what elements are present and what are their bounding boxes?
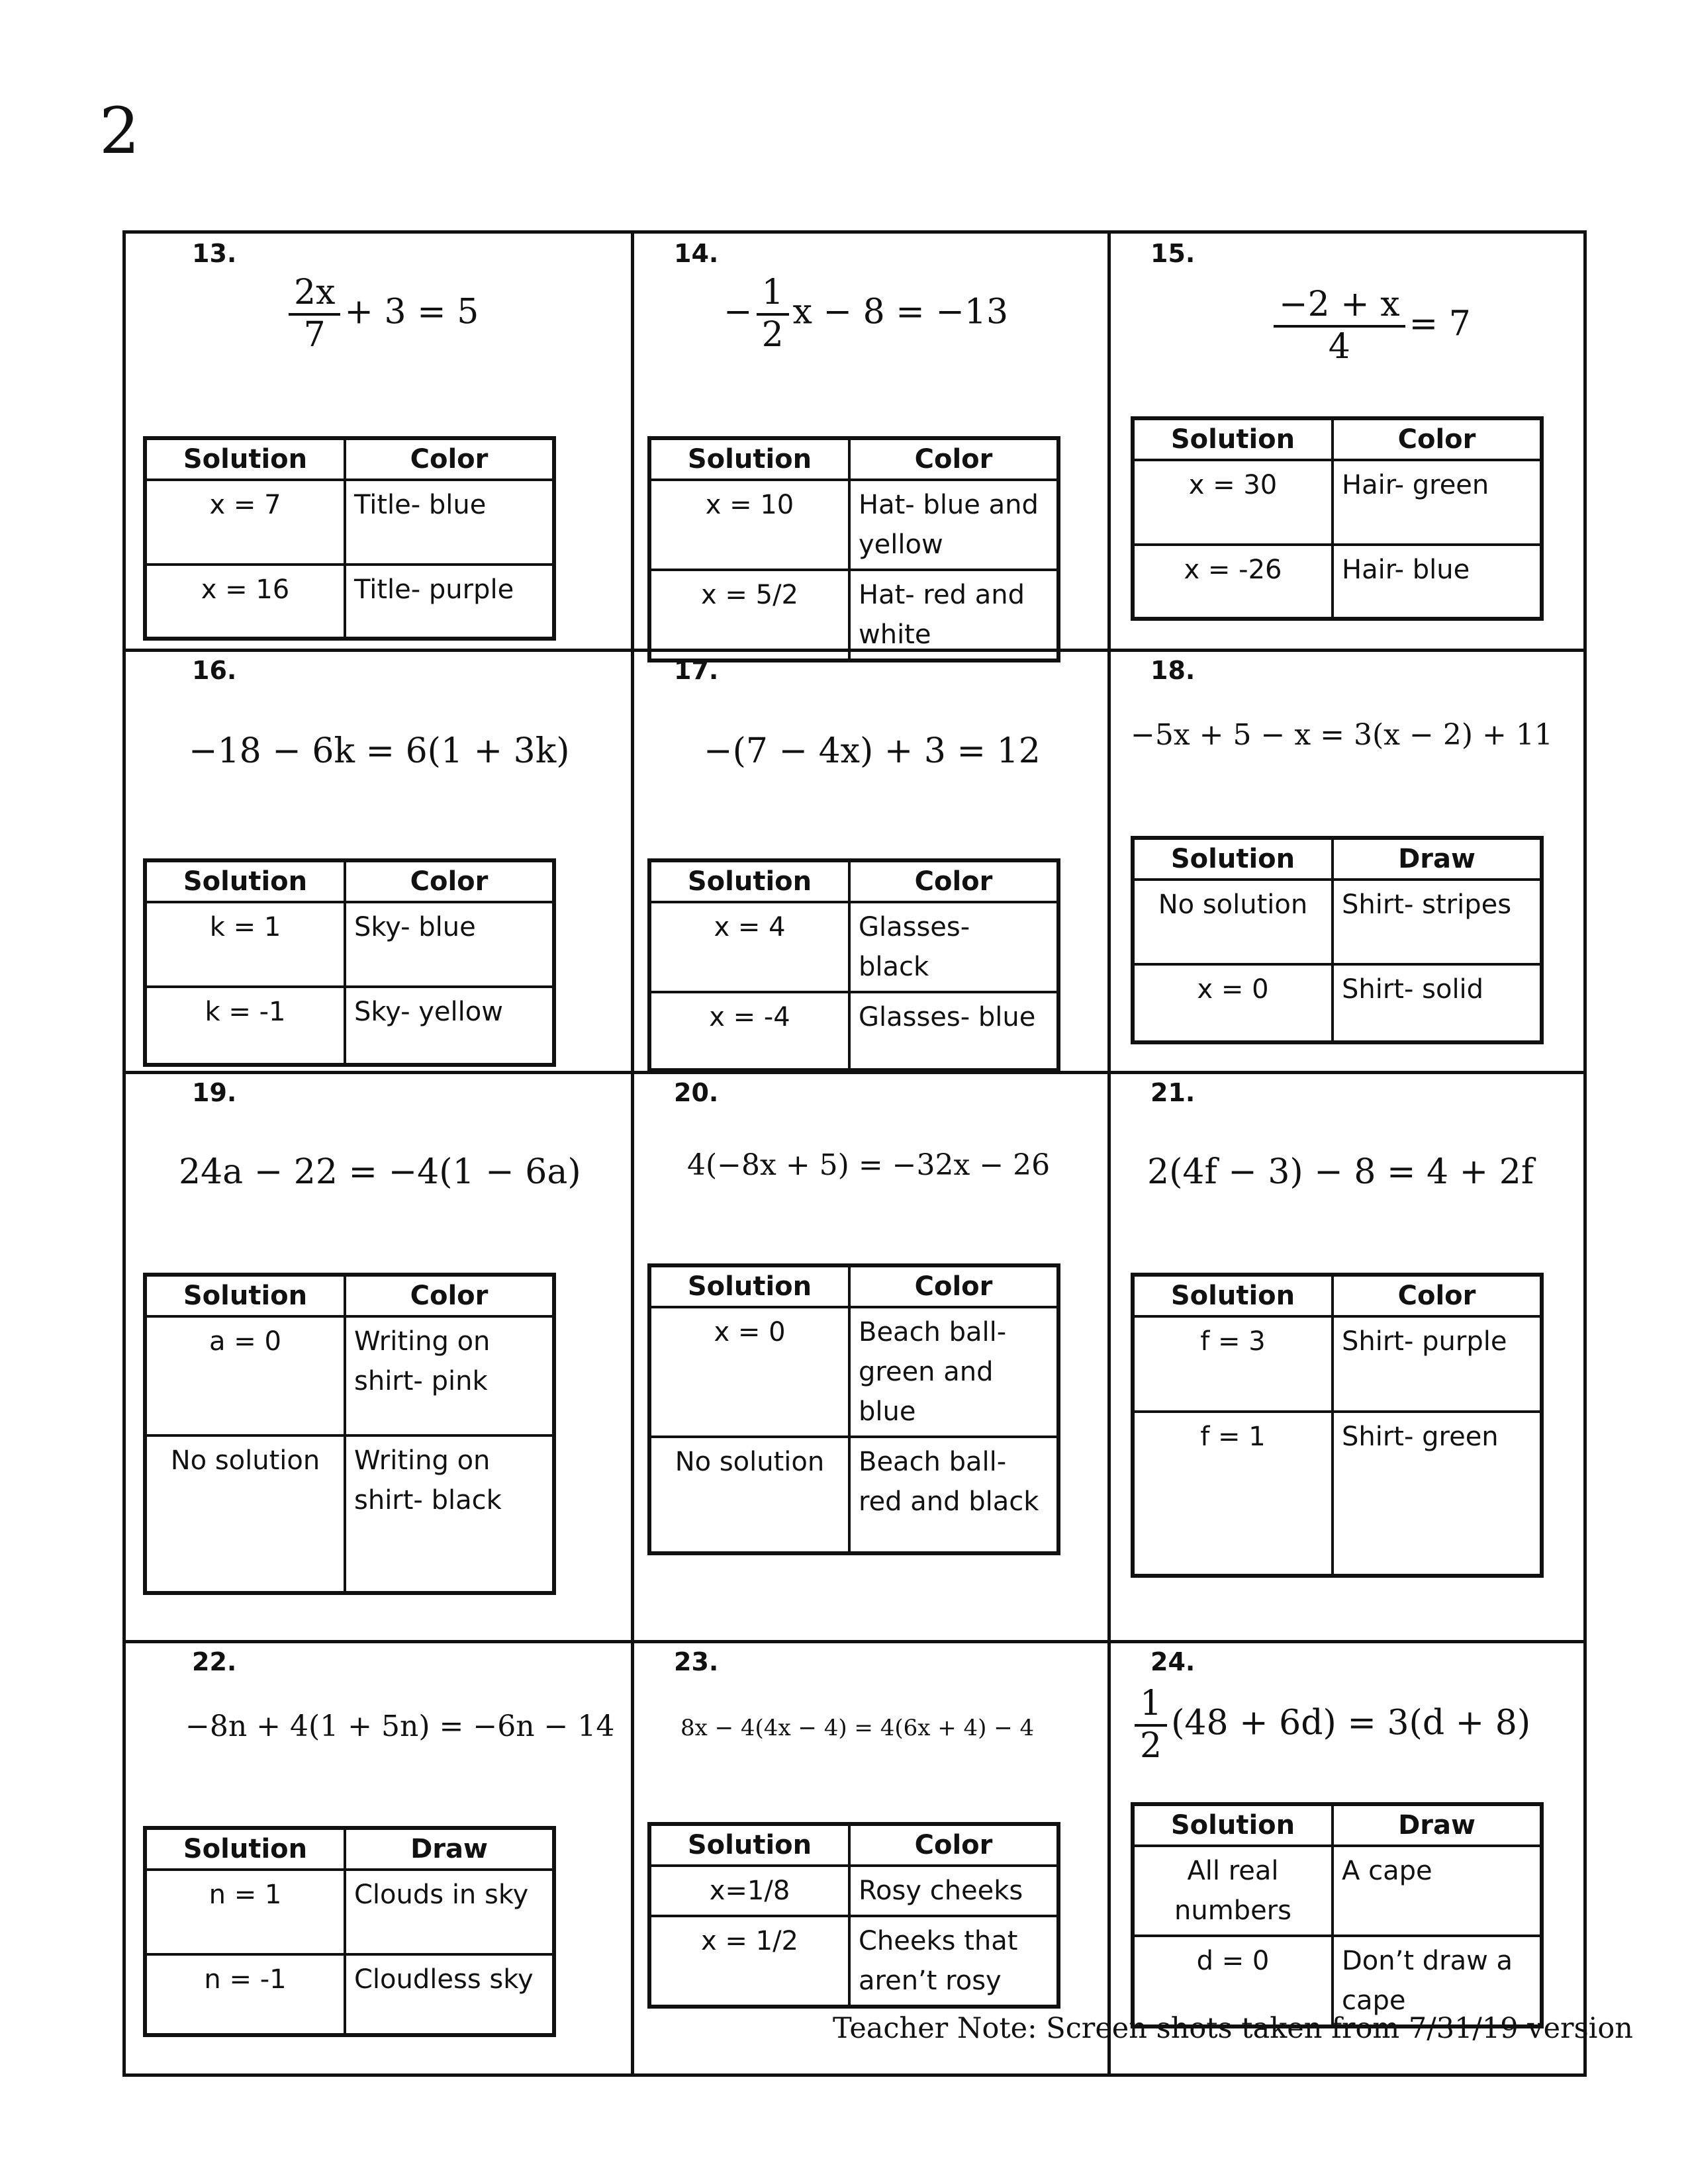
answer-table (1131, 1273, 1544, 1578)
color-header: Color (849, 438, 1058, 480)
solution-cell: x = 0 (1133, 964, 1333, 1042)
problem-number: 19. (192, 1078, 237, 1107)
solution-header: Solution (1133, 418, 1333, 460)
numerator: 2x (294, 273, 336, 312)
draw-header: Draw (345, 1828, 554, 1870)
problem-13 (126, 234, 631, 649)
equation: −5x + 5 − x = 3(x − 2) + 11 (1131, 718, 1553, 752)
color-cell: Sky- yellow (345, 987, 554, 1065)
color-header: Color (1333, 1275, 1542, 1316)
equation (285, 273, 479, 355)
solution-header: Solution (649, 1824, 849, 1866)
problem-24 (1111, 1643, 1587, 2073)
solution-cell: All real numbers (1133, 1846, 1333, 1936)
problem-number: 22. (192, 1647, 237, 1676)
fraction (1135, 1684, 1167, 1766)
equation (1270, 285, 1471, 367)
solution-cell: n = 1 (145, 1870, 345, 1954)
solution-cell: x = 4 (649, 902, 849, 992)
problem-18 (1111, 652, 1587, 1071)
problem-19 (126, 1074, 631, 1640)
denominator: 7 (289, 313, 340, 355)
problem-number: 14. (674, 239, 719, 268)
equation: 4(−8x + 5) = −32x − 26 (687, 1148, 1051, 1182)
color-cell: Writing on shirt- black (345, 1435, 554, 1593)
answer-table (143, 436, 556, 641)
fraction (289, 273, 340, 355)
equation-rest: = 7 (1409, 304, 1471, 344)
solution-header: Solution (649, 1265, 849, 1307)
solution-cell: k = 1 (145, 902, 345, 987)
answer-table (1131, 416, 1544, 621)
color-cell: Glasses- black (849, 902, 1058, 992)
color-cell: Title- purple (345, 565, 554, 639)
color-cell: Hair- blue (1333, 545, 1542, 619)
problem-16 (126, 652, 631, 1071)
color-cell: Glasses- blue (849, 992, 1058, 1070)
solution-cell: x = 10 (649, 480, 849, 570)
color-cell: Shirt- green (1333, 1412, 1542, 1576)
solution-header: Solution (145, 1275, 345, 1316)
equation: −(7 − 4x) + 3 = 12 (704, 731, 1041, 771)
solution-cell: x = 30 (1133, 460, 1333, 545)
solution-cell: f = 1 (1133, 1412, 1333, 1576)
color-cell: Cheeks that aren’t rosy (849, 1916, 1058, 2007)
solution-header: Solution (145, 438, 345, 480)
solution-header: Solution (145, 860, 345, 902)
solution-cell: x = 0 (649, 1307, 849, 1437)
problem-number: 18. (1150, 656, 1196, 685)
problem-number: 17. (674, 656, 719, 685)
worksheet-grid (122, 230, 1587, 2077)
answer-table (647, 858, 1060, 1072)
draw-cell: A cape (1333, 1846, 1542, 1936)
solution-cell: No solution (1133, 880, 1333, 964)
answer-table (143, 858, 556, 1067)
color-cell: Hat- blue and yellow (849, 480, 1058, 570)
problem-number: 20. (674, 1078, 719, 1107)
solution-header: Solution (1133, 1804, 1333, 1846)
draw-cell: Shirt- stripes (1333, 880, 1542, 964)
problem-15 (1111, 234, 1587, 649)
draw-cell: Shirt- solid (1333, 964, 1542, 1042)
problem-21 (1111, 1074, 1587, 1640)
draw-header: Draw (1333, 1804, 1542, 1846)
solution-cell: No solution (145, 1435, 345, 1593)
problem-17 (634, 652, 1107, 1071)
solution-cell: n = -1 (145, 1954, 345, 2035)
color-cell: Rosy cheeks (849, 1866, 1058, 1916)
solution-cell: a = 0 (145, 1316, 345, 1435)
color-header: Color (345, 1275, 554, 1316)
problem-22 (126, 1643, 631, 2073)
denominator: 2 (757, 313, 789, 355)
page-number: 2 (99, 94, 140, 168)
answer-table (647, 1263, 1060, 1555)
color-header: Color (849, 1824, 1058, 1866)
equation: −8n + 4(1 + 5n) = −6n − 14 (185, 1709, 615, 1743)
problem-number: 21. (1150, 1078, 1196, 1107)
numerator: 1 (1140, 1684, 1162, 1723)
problem-23 (634, 1643, 1107, 2073)
color-header: Color (345, 438, 554, 480)
color-cell: Beach ball- red and black (849, 1437, 1058, 1553)
answer-table (143, 1826, 556, 2037)
fraction (1274, 285, 1405, 367)
draw-cell: Don’t draw a cape (1333, 1936, 1542, 2026)
color-cell: Shirt- purple (1333, 1316, 1542, 1412)
color-cell: Sky- blue (345, 902, 554, 987)
color-cell: Beach ball- green and blue (849, 1307, 1058, 1437)
equation: 24a − 22 = −4(1 − 6a) (179, 1152, 581, 1192)
numerator: −2 + x (1279, 285, 1400, 324)
solution-cell: x = -26 (1133, 545, 1333, 619)
solution-header: Solution (1133, 838, 1333, 880)
color-header: Color (849, 860, 1058, 902)
color-cell: Hat- red and white (849, 570, 1058, 660)
denominator: 4 (1274, 325, 1405, 367)
solution-cell: x = 5/2 (649, 570, 849, 660)
problem-14 (634, 234, 1107, 649)
draw-cell: Clouds in sky (345, 1870, 554, 1954)
color-cell: Writing on shirt- pink (345, 1316, 554, 1435)
teacher-note: Teacher Note: Screen shots taken from 7/31/19 version (833, 2012, 1633, 2045)
equation-rest: (48 + 6d) = 3(d + 8) (1171, 1703, 1531, 1743)
color-header: Color (345, 860, 554, 902)
equation: 2(4f − 3) − 8 = 4 + 2f (1147, 1152, 1534, 1192)
color-header: Color (849, 1265, 1058, 1307)
solution-cell: x = 7 (145, 480, 345, 565)
equation-rest: x − 8 = −13 (792, 292, 1009, 332)
problem-number: 16. (192, 656, 237, 685)
solution-header: Solution (649, 860, 849, 902)
problem-number: 23. (674, 1647, 719, 1676)
fraction (757, 273, 789, 355)
solution-cell: f = 3 (1133, 1316, 1333, 1412)
answer-table (647, 1822, 1060, 2009)
equation-rest: + 3 = 5 (344, 292, 479, 332)
solution-header: Solution (649, 438, 849, 480)
numerator: 1 (761, 273, 784, 312)
solution-cell: d = 0 (1133, 1936, 1333, 2026)
solution-cell: k = -1 (145, 987, 345, 1065)
problem-number: 15. (1150, 239, 1196, 268)
solution-cell: x = -4 (649, 992, 849, 1070)
draw-header: Draw (1333, 838, 1542, 880)
color-header: Color (1333, 418, 1542, 460)
denominator: 2 (1135, 1724, 1167, 1766)
answer-table (647, 436, 1060, 662)
color-cell: Hair- green (1333, 460, 1542, 545)
problem-number: 24. (1150, 1647, 1196, 1676)
equation: 8x − 4(4x − 4) = 4(6x + 4) − 4 (680, 1715, 1035, 1741)
equation (1131, 1684, 1530, 1766)
draw-cell: Cloudless sky (345, 1954, 554, 2035)
solution-header: Solution (1133, 1275, 1333, 1316)
equation-sign: − (724, 292, 753, 332)
equation (724, 273, 1008, 355)
problem-number: 13. (192, 239, 237, 268)
solution-cell: x = 1/2 (649, 1916, 849, 2007)
color-cell: Title- blue (345, 480, 554, 565)
answer-table (1131, 1802, 1544, 2028)
answer-table (143, 1273, 556, 1595)
answer-table (1131, 836, 1544, 1044)
solution-cell: No solution (649, 1437, 849, 1553)
solution-cell: x = 16 (145, 565, 345, 639)
solution-header: Solution (145, 1828, 345, 1870)
equation: −18 − 6k = 6(1 + 3k) (189, 731, 570, 771)
solution-cell: x=1/8 (649, 1866, 849, 1916)
problem-20 (634, 1074, 1107, 1640)
